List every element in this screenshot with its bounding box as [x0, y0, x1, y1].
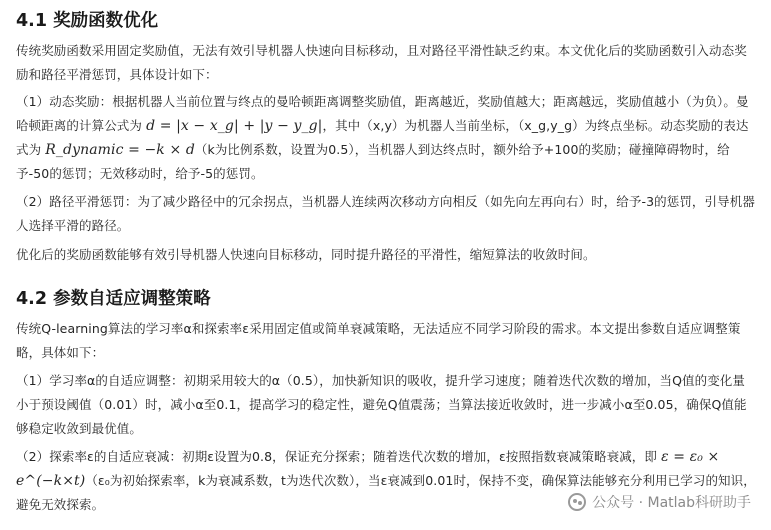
- formula-text-dynamic: R_dynamic = −k × d: [45, 142, 195, 158]
- watermark: [562, 492, 751, 512]
- formula-dynamic-reward: [45, 142, 195, 158]
- text-exploration-a: （2）探索率ε的自适应衰减：初期ε设置为0.8，保证充分探索；随着迭代次数的增加，ε按照指数衰减策略衰减，即: [16, 449, 662, 464]
- paragraph-dynamic-reward: [16, 90, 756, 186]
- section-heading-reward: 4.1 奖励函数优化: [16, 11, 159, 31]
- formula-manhattan-distance: [146, 118, 322, 134]
- formula-text-manhattan: d = |x − x_g| + |y − y_g|: [146, 118, 323, 134]
- paragraph-smooth-penalty: （2）路径平滑惩罚：为了减少路径中的冗余拐点，当机器人连续两次移动方向相反（如先向左再向右）时，给予-3的惩罚，引导机器人选择平滑的路径。: [16, 194, 755, 233]
- paragraph-reward-intro: 传统奖励函数采用固定奖励值，无法有效引导机器人快速向目标移动，且对路径平滑性缺乏约束。本文优化后的奖励函数引入动态奖励和路径平滑惩罚，具体设计如下：: [16, 43, 747, 82]
- paragraph-reward-summary: 优化后的奖励函数能够有效引导机器人快速向目标移动，同时提升路径的平滑性，缩短算法的收敛时间。: [16, 247, 596, 262]
- paragraph-learning-rate: （1）学习率α的自适应调整：初期采用较大的α（0.5），加快新知识的吸收，提升学习速度；随着迭代次数的增加，当Q值的变化量小于预设阈值（0.01）时，减小α至0.1，提高学习的稳定性，避免Q值震荡；当算法接近收敛时，进一步减小α至0.05，确保Q值能够稳定收敛到最优值。: [16, 373, 747, 436]
- wechat-icon: [568, 493, 586, 511]
- paragraph-adaptive-intro: 传统Q-learning算法的学习率α和探索率ε采用固定值或简单衰减策略，无法适应不同学习阶段的需求。本文提出参数自适应调整策略，具体如下：: [16, 321, 741, 360]
- watermark-label: 公众号 · Matlab科研助手: [592, 495, 751, 511]
- text-dynamic-reward-b: ，其中（x,y）为机器人当前坐标，（x_g,y_g）为终点坐标。动态奖励的表达式为: [16, 118, 749, 157]
- text-dynamic-reward-c: （k为比例系数，设置为0.5），当机器人到达终点时，额外给予+100的奖励；碰撞障碍物时，给予-50的惩罚；无效移动时，给予-5的惩罚。: [16, 142, 730, 181]
- text-exploration-b: （ε₀为初始探索率，k为衰减系数，t为迭代次数），当ε衰减到0.01时，保持不变，确保算法能够充分利用已学习的知识，避免无效探索。: [16, 473, 756, 512]
- formula-text-decay: ε = ε₀ × e^(−k×t): [16, 449, 720, 489]
- text-dynamic-reward-a: （1）动态奖励：根据机器人当前位置与终点的曼哈顿距离调整奖励值，距离越近，奖励值越大；距离越远，奖励值越小（为负）。曼哈顿距离的计算公式为: [16, 94, 749, 133]
- section-heading-adaptive: 4.2 参数自适应调整策略: [16, 289, 211, 309]
